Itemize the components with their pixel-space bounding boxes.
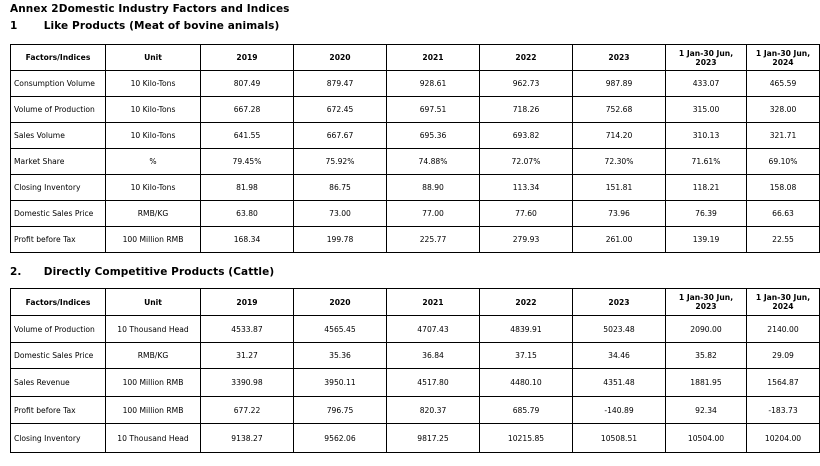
column-header: 2022: [480, 45, 573, 71]
value-cell: 74.88%: [387, 149, 480, 175]
column-header: 1 Jan-30 Jun, 2024: [747, 45, 820, 71]
value-cell: 151.81: [573, 175, 666, 201]
section1-heading: [10, 20, 279, 32]
value-cell: 118.21: [666, 175, 747, 201]
section1-number: 1: [10, 20, 18, 32]
value-cell: 72.07%: [480, 149, 573, 175]
value-cell: 667.67: [294, 123, 387, 149]
table-row: [11, 175, 820, 201]
value-cell: 328.00: [747, 97, 820, 123]
unit-cell: 100 Million RMB: [106, 397, 201, 424]
value-cell: 5023.48: [573, 316, 666, 343]
annex-label: Annex 2: [10, 3, 59, 15]
table-header-row: [11, 45, 820, 71]
unit-cell: RMB/KG: [106, 343, 201, 369]
value-cell: 71.61%: [666, 149, 747, 175]
value-cell: 10508.51: [573, 424, 666, 453]
table-row: [11, 316, 820, 343]
column-header: Factors/Indices: [11, 45, 106, 71]
column-header: 2020: [294, 289, 387, 316]
row-label: Volume of Production: [11, 316, 106, 343]
value-cell: 2140.00: [747, 316, 820, 343]
value-cell: 820.37: [387, 397, 480, 424]
value-cell: 86.75: [294, 175, 387, 201]
value-cell: 79.45%: [201, 149, 294, 175]
value-cell: 685.79: [480, 397, 573, 424]
value-cell: 63.80: [201, 201, 294, 227]
value-cell: 279.93: [480, 227, 573, 253]
annex-title: Domestic Industry Factors and Indices: [58, 3, 290, 15]
column-header: 1 Jan-30 Jun, 2023: [666, 289, 747, 316]
column-header: 2021: [387, 289, 480, 316]
row-label: Volume of Production: [11, 97, 106, 123]
row-label: Domestic Sales Price: [11, 343, 106, 369]
unit-cell: 100 Million RMB: [106, 227, 201, 253]
value-cell: 752.68: [573, 97, 666, 123]
value-cell: 928.61: [387, 71, 480, 97]
column-header: Unit: [106, 45, 201, 71]
value-cell: 168.34: [201, 227, 294, 253]
value-cell: 4517.80: [387, 369, 480, 397]
table-row: [11, 227, 820, 253]
value-cell: 321.71: [747, 123, 820, 149]
value-cell: 714.20: [573, 123, 666, 149]
unit-cell: 100 Million RMB: [106, 369, 201, 397]
value-cell: 677.22: [201, 397, 294, 424]
value-cell: 962.73: [480, 71, 573, 97]
value-cell: 113.34: [480, 175, 573, 201]
table-row: [11, 397, 820, 424]
value-cell: 310.13: [666, 123, 747, 149]
value-cell: 225.77: [387, 227, 480, 253]
unit-cell: 10 Kilo-Tons: [106, 97, 201, 123]
section1-title: Like Products (Meat of bovine animals): [43, 20, 280, 32]
section2-number: 2.: [10, 266, 22, 278]
value-cell: 695.36: [387, 123, 480, 149]
value-cell: 4351.48: [573, 369, 666, 397]
row-label: Closing Inventory: [11, 424, 106, 453]
value-cell: 158.08: [747, 175, 820, 201]
value-cell: 3950.11: [294, 369, 387, 397]
value-cell: 693.82: [480, 123, 573, 149]
value-cell: 77.00: [387, 201, 480, 227]
column-header: 2023: [573, 289, 666, 316]
value-cell: 1881.95: [666, 369, 747, 397]
value-cell: 37.15: [480, 343, 573, 369]
value-cell: 672.45: [294, 97, 387, 123]
value-cell: 35.36: [294, 343, 387, 369]
value-cell: 88.90: [387, 175, 480, 201]
column-header: 2023: [573, 45, 666, 71]
table-row: [11, 424, 820, 453]
value-cell: 31.27: [201, 343, 294, 369]
like-products-table: [10, 44, 820, 253]
value-cell: 987.89: [573, 71, 666, 97]
value-cell: 433.07: [666, 71, 747, 97]
table-header-row: [11, 289, 820, 316]
value-cell: 4707.43: [387, 316, 480, 343]
value-cell: 879.47: [294, 71, 387, 97]
value-cell: 718.26: [480, 97, 573, 123]
value-cell: 77.60: [480, 201, 573, 227]
value-cell: 34.46: [573, 343, 666, 369]
table-row: [11, 201, 820, 227]
value-cell: 10504.00: [666, 424, 747, 453]
table-row: [11, 343, 820, 369]
value-cell: 2090.00: [666, 316, 747, 343]
column-header: 2022: [480, 289, 573, 316]
value-cell: 697.51: [387, 97, 480, 123]
value-cell: 35.82: [666, 343, 747, 369]
column-header: 2019: [201, 289, 294, 316]
value-cell: 667.28: [201, 97, 294, 123]
value-cell: 69.10%: [747, 149, 820, 175]
column-header: 2019: [201, 45, 294, 71]
value-cell: 81.98: [201, 175, 294, 201]
value-cell: 261.00: [573, 227, 666, 253]
table-row: [11, 123, 820, 149]
row-label: Profit before Tax: [11, 227, 106, 253]
column-header: 1 Jan-30 Jun, 2024: [747, 289, 820, 316]
unit-cell: 10 Kilo-Tons: [106, 71, 201, 97]
row-label: Closing Inventory: [11, 175, 106, 201]
row-label: Sales Volume: [11, 123, 106, 149]
value-cell: -183.73: [747, 397, 820, 424]
unit-cell: 10 Thousand Head: [106, 424, 201, 453]
unit-cell: %: [106, 149, 201, 175]
annex-heading: [10, 3, 290, 15]
unit-cell: RMB/KG: [106, 201, 201, 227]
unit-cell: 10 Kilo-Tons: [106, 123, 201, 149]
value-cell: 66.63: [747, 201, 820, 227]
column-header: Unit: [106, 289, 201, 316]
table-row: [11, 71, 820, 97]
value-cell: 641.55: [201, 123, 294, 149]
value-cell: 4480.10: [480, 369, 573, 397]
table-row: [11, 369, 820, 397]
unit-cell: 10 Thousand Head: [106, 316, 201, 343]
value-cell: 465.59: [747, 71, 820, 97]
column-header: 1 Jan-30 Jun, 2023: [666, 45, 747, 71]
value-cell: 76.39: [666, 201, 747, 227]
section2-heading: [10, 266, 274, 278]
value-cell: 4565.45: [294, 316, 387, 343]
competitive-products-table: [10, 288, 820, 453]
column-header: 2020: [294, 45, 387, 71]
table-row: [11, 97, 820, 123]
unit-cell: 10 Kilo-Tons: [106, 175, 201, 201]
table-row: [11, 149, 820, 175]
value-cell: 807.49: [201, 71, 294, 97]
row-label: Domestic Sales Price: [11, 201, 106, 227]
value-cell: 9817.25: [387, 424, 480, 453]
value-cell: 10215.85: [480, 424, 573, 453]
row-label: Consumption Volume: [11, 71, 106, 97]
column-header: Factors/Indices: [11, 289, 106, 316]
value-cell: 315.00: [666, 97, 747, 123]
value-cell: 92.34: [666, 397, 747, 424]
row-label: Sales Revenue: [11, 369, 106, 397]
value-cell: 29.09: [747, 343, 820, 369]
value-cell: 9562.06: [294, 424, 387, 453]
value-cell: 3390.98: [201, 369, 294, 397]
value-cell: 36.84: [387, 343, 480, 369]
value-cell: -140.89: [573, 397, 666, 424]
value-cell: 72.30%: [573, 149, 666, 175]
value-cell: 199.78: [294, 227, 387, 253]
value-cell: 9138.27: [201, 424, 294, 453]
value-cell: 139.19: [666, 227, 747, 253]
value-cell: 10204.00: [747, 424, 820, 453]
row-label: Profit before Tax: [11, 397, 106, 424]
value-cell: 75.92%: [294, 149, 387, 175]
value-cell: 22.55: [747, 227, 820, 253]
value-cell: 4533.87: [201, 316, 294, 343]
value-cell: 1564.87: [747, 369, 820, 397]
column-header: 2021: [387, 45, 480, 71]
value-cell: 73.96: [573, 201, 666, 227]
value-cell: 4839.91: [480, 316, 573, 343]
section2-title: Directly Competitive Products (Cattle): [43, 266, 275, 278]
value-cell: 73.00: [294, 201, 387, 227]
value-cell: 796.75: [294, 397, 387, 424]
row-label: Market Share: [11, 149, 106, 175]
